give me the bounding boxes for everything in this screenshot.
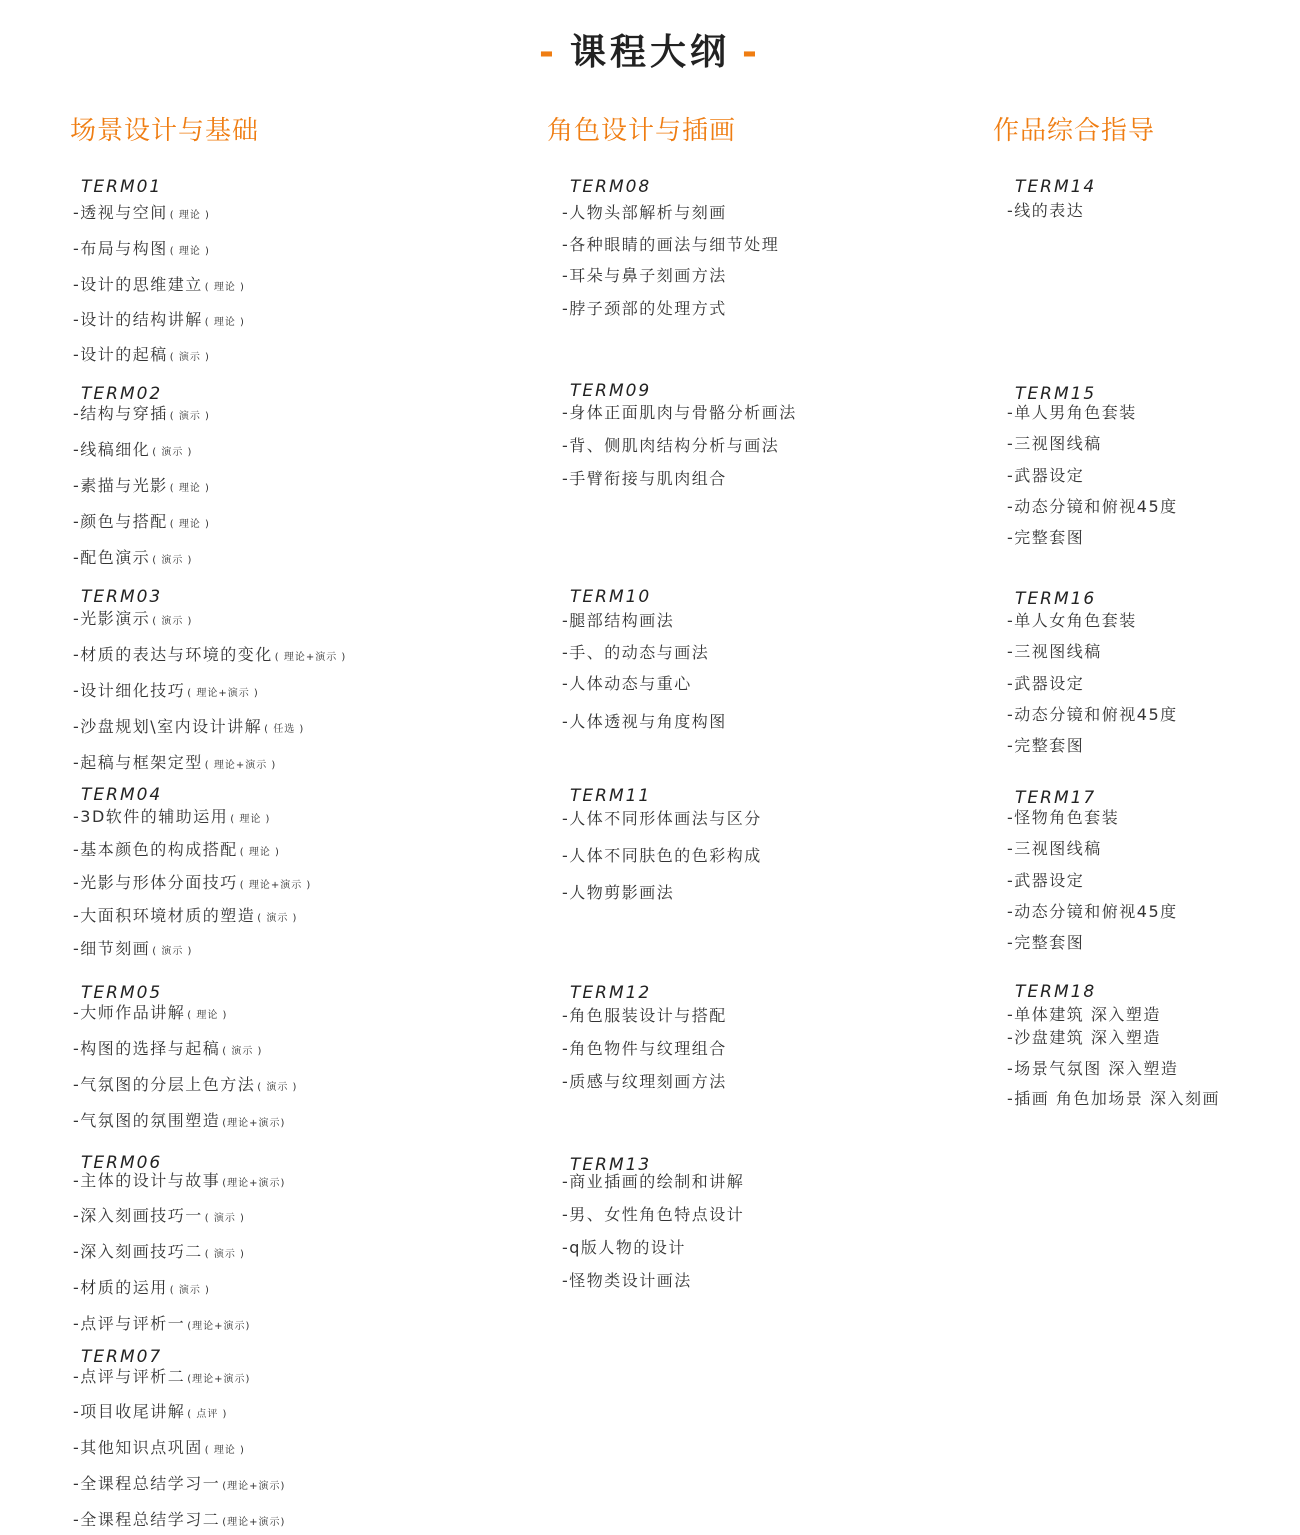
lesson-text: -设计细化技巧 <box>73 681 186 700</box>
lesson-item <box>1007 200 1096 222</box>
lesson-item <box>562 1237 744 1259</box>
lesson-text: -点评与评析二 <box>73 1367 186 1386</box>
lesson-text: -单人女角色套装 <box>1007 611 1137 630</box>
lesson-item <box>562 234 779 256</box>
lesson-text: -基本颜色的构成搭配 <box>73 840 238 859</box>
lesson-item <box>73 403 210 428</box>
lesson-text: -完整套图 <box>1007 528 1085 547</box>
lesson-text: -人体不同形体画法与区分 <box>562 809 762 828</box>
lesson-text: -颜色与搭配 <box>73 512 168 531</box>
term-block <box>73 784 311 963</box>
lesson-item <box>1007 527 1178 549</box>
lesson-item <box>73 511 210 536</box>
lesson-text: -三视图线稿 <box>1007 839 1102 858</box>
lesson-text: -完整套图 <box>1007 933 1085 952</box>
lesson-text: -透视与空间 <box>73 203 168 222</box>
lesson-item <box>73 274 245 299</box>
lesson-item <box>73 680 346 705</box>
lesson-type-tag: ( 理论 ) <box>204 317 245 328</box>
lesson-text: -武器设定 <box>1007 466 1085 485</box>
lesson-item <box>1007 838 1178 860</box>
lesson-text: -人物剪影画法 <box>562 883 675 902</box>
column-title: 场景设计与基础 <box>70 116 260 146</box>
lesson-type-tag: (理论+演示) <box>222 1178 286 1189</box>
lesson-type-tag: ( 演示 ) <box>257 913 298 924</box>
lesson-text: -场景气氛图 深入塑造 <box>1007 1059 1179 1078</box>
lesson-type-tag: ( 理论 ) <box>169 210 210 221</box>
lesson-text: -耳朵与鼻子刻画方法 <box>562 266 727 285</box>
lesson-text: -动态分镜和俯视45度 <box>1007 705 1178 724</box>
lesson-item <box>73 872 311 897</box>
lesson-text: -武器设定 <box>1007 674 1085 693</box>
lesson-text: -线稿细化 <box>73 440 151 459</box>
lesson-type-tag: ( 演示 ) <box>152 616 193 627</box>
term-block <box>562 785 762 904</box>
page-title: 课程大纲 <box>569 32 730 73</box>
lesson-type-tag: ( 理论+演示 ) <box>187 688 259 699</box>
lesson-text: -动态分镜和俯视45度 <box>1007 902 1178 921</box>
column-title: 作品综合指导 <box>993 116 1156 146</box>
lesson-item <box>562 1005 727 1027</box>
lesson-item <box>562 435 797 457</box>
lesson-text: -腿部结构画法 <box>562 611 675 630</box>
term-block <box>1007 176 1096 222</box>
lesson-item <box>73 752 346 777</box>
term-code: TERM07 <box>81 1347 163 1367</box>
lesson-item <box>562 298 779 320</box>
lesson-item <box>562 673 727 695</box>
lesson-item <box>1007 932 1178 954</box>
lesson-text: -点评与评析一 <box>73 1314 186 1333</box>
term-code: TERM15 <box>1015 384 1097 404</box>
lesson-type-tag: ( 理论+演示 ) <box>274 652 347 663</box>
lesson-text: -插画 角色加场景 深入刻画 <box>1007 1089 1220 1108</box>
lesson-item <box>562 202 779 224</box>
lesson-text: -沙盘规划\室内设计讲解 <box>73 717 263 736</box>
lesson-item <box>1007 704 1178 726</box>
lesson-type-tag: ( 演示 ) <box>257 1082 298 1093</box>
lesson-text: -光影与形体分面技巧 <box>73 873 238 892</box>
lesson-type-tag: ( 演示 ) <box>204 1249 245 1260</box>
lesson-item <box>73 1205 285 1230</box>
lesson-item <box>1007 1058 1220 1080</box>
lesson-item <box>1007 496 1178 518</box>
lesson-text: -设计的起稿 <box>73 345 168 364</box>
lesson-text: -完整套图 <box>1007 736 1085 755</box>
lesson-item <box>1007 1027 1220 1049</box>
page-header <box>0 24 1300 75</box>
lesson-type-tag: ( 理论 ) <box>169 483 210 494</box>
term-block <box>1007 981 1220 1110</box>
lesson-type-tag: (理论+演示) <box>222 1517 286 1528</box>
term-block <box>562 982 727 1093</box>
term-block <box>562 380 797 490</box>
lesson-item <box>73 1509 285 1534</box>
lesson-text: -单体建筑 深入塑造 <box>1007 1005 1161 1024</box>
lesson-item <box>73 547 210 572</box>
term-block <box>562 176 779 320</box>
lesson-text: -男、女性角色特点设计 <box>562 1205 745 1224</box>
lesson-item <box>73 644 346 669</box>
term-code: TERM02 <box>81 384 163 404</box>
term-block <box>73 383 210 572</box>
lesson-item <box>73 1241 285 1266</box>
lesson-type-tag: ( 任选 ) <box>264 724 305 735</box>
lesson-item <box>1007 1088 1220 1110</box>
lesson-text: -大师作品讲解 <box>73 1003 186 1022</box>
lesson-item <box>562 808 762 830</box>
term-code: TERM13 <box>570 1155 652 1175</box>
lesson-item <box>73 608 346 633</box>
lesson-text: -角色物件与纹理组合 <box>562 1039 727 1058</box>
term-code: TERM09 <box>570 381 652 401</box>
term-block <box>1007 383 1178 549</box>
lesson-item <box>562 265 779 287</box>
term-code: TERM18 <box>1015 982 1097 1002</box>
lesson-text: -单人男角色套装 <box>1007 403 1137 422</box>
term-code: TERM12 <box>570 983 652 1003</box>
lesson-item <box>73 1277 285 1302</box>
lesson-text: -三视图线稿 <box>1007 642 1102 661</box>
lesson-text: -背、侧肌肉结构分析与画法 <box>562 436 780 455</box>
lesson-item <box>1007 433 1178 455</box>
term-block <box>73 176 245 369</box>
lesson-item <box>562 1270 744 1292</box>
lesson-item <box>562 468 797 490</box>
lesson-text: -手、的动态与画法 <box>562 643 710 662</box>
lesson-text: -项目收尾讲解 <box>73 1402 186 1421</box>
lesson-type-tag: ( 理论 ) <box>230 814 271 825</box>
term-code: TERM06 <box>81 1153 163 1173</box>
lesson-type-tag: (理论+演示) <box>222 1481 286 1492</box>
lesson-item <box>73 839 311 864</box>
lesson-text: -武器设定 <box>1007 871 1085 890</box>
lesson-item <box>1007 465 1178 487</box>
term-block <box>1007 588 1178 757</box>
lesson-type-tag: ( 理论 ) <box>204 1445 245 1456</box>
lesson-text: -结构与穿插 <box>73 404 168 423</box>
lesson-item <box>73 1401 285 1426</box>
lesson-type-tag: (理论+演示) <box>187 1374 251 1385</box>
lesson-type-tag: ( 理论+演示 ) <box>204 760 277 771</box>
lesson-type-tag: ( 演示 ) <box>169 1285 210 1296</box>
lesson-text: -构图的选择与起稿 <box>73 1039 221 1058</box>
lesson-item <box>562 402 797 424</box>
term-block <box>562 586 727 733</box>
lesson-type-tag: ( 演示 ) <box>169 352 210 363</box>
lesson-item <box>73 1170 285 1195</box>
lesson-type-tag: ( 点评 ) <box>187 1409 228 1420</box>
lesson-item <box>73 475 210 500</box>
lesson-item <box>73 1074 297 1099</box>
lesson-item <box>1007 807 1178 829</box>
lesson-item <box>73 1437 285 1462</box>
lesson-text: -脖子颈部的处理方式 <box>562 299 727 318</box>
lesson-type-tag: ( 理论 ) <box>239 847 280 858</box>
lesson-text: -怪物类设计画法 <box>562 1271 692 1290</box>
lesson-type-tag: ( 演示 ) <box>152 946 193 957</box>
lesson-text: -深入刻画技巧二 <box>73 1242 203 1261</box>
lesson-item <box>73 344 245 369</box>
column-title: 角色设计与插画 <box>547 116 737 146</box>
lesson-text: -细节刻画 <box>73 939 151 958</box>
lesson-text: -气氛图的分层上色方法 <box>73 1075 256 1094</box>
term-code: TERM14 <box>1015 177 1097 197</box>
lesson-text: -设计的结构讲解 <box>73 310 203 329</box>
lesson-text: -质感与纹理刻画方法 <box>562 1072 727 1091</box>
lesson-text: -其他知识点巩固 <box>73 1438 203 1457</box>
lesson-item <box>562 1171 744 1193</box>
lesson-item <box>73 439 210 464</box>
lesson-type-tag: ( 演示 ) <box>222 1046 263 1057</box>
lesson-type-tag: ( 演示 ) <box>152 447 193 458</box>
lesson-item <box>73 309 245 334</box>
term-code: TERM01 <box>81 177 163 197</box>
lesson-type-tag: ( 演示 ) <box>152 555 193 566</box>
term-code: TERM04 <box>81 785 163 805</box>
term-block <box>73 586 346 777</box>
lesson-item <box>73 202 245 227</box>
lesson-type-tag: ( 理论 ) <box>204 282 245 293</box>
lesson-text: -人体动态与重心 <box>562 674 692 693</box>
lesson-text: -人物头部解析与刻画 <box>562 203 727 222</box>
lesson-item <box>73 1313 285 1338</box>
lesson-text: -设计的思维建立 <box>73 275 203 294</box>
term-block <box>562 1154 744 1292</box>
lesson-item <box>73 1366 285 1391</box>
lesson-text: -布局与构图 <box>73 239 168 258</box>
lesson-type-tag: (理论+演示) <box>187 1321 251 1332</box>
term-code: TERM10 <box>570 587 652 607</box>
term-block <box>73 1152 285 1338</box>
lesson-text: -怪物角色套装 <box>1007 808 1120 827</box>
term-block <box>73 1346 285 1534</box>
lesson-item <box>73 938 311 963</box>
lesson-item <box>1007 735 1178 757</box>
lesson-text: -身体正面肌肉与骨骼分析画法 <box>562 403 797 422</box>
lesson-text: -全课程总结学习二 <box>73 1510 221 1529</box>
lesson-text: -商业插画的绘制和讲解 <box>562 1172 745 1191</box>
lesson-item <box>1007 641 1178 663</box>
lesson-text: -大面积环境材质的塑造 <box>73 906 256 925</box>
lesson-item <box>1007 610 1178 632</box>
lesson-item <box>1007 1004 1220 1026</box>
title-dash-left: - <box>539 32 558 73</box>
term-block <box>73 982 297 1135</box>
lesson-text: -人体不同肤色的色彩构成 <box>562 846 762 865</box>
lesson-item <box>73 806 311 831</box>
lesson-item <box>1007 402 1178 424</box>
lesson-text: -主体的设计与故事 <box>73 1171 221 1190</box>
lesson-text: -三视图线稿 <box>1007 434 1102 453</box>
title-dash-right: - <box>742 32 761 73</box>
lesson-type-tag: ( 演示 ) <box>169 411 210 422</box>
lesson-item <box>73 905 311 930</box>
lesson-item <box>562 642 727 664</box>
lesson-text: -起稿与框架定型 <box>73 753 203 772</box>
lesson-text: -材质的表达与环境的变化 <box>73 645 273 664</box>
term-code: TERM17 <box>1015 788 1097 808</box>
lesson-type-tag: ( 理论 ) <box>187 1010 228 1021</box>
lesson-text: -全课程总结学习一 <box>73 1474 221 1493</box>
lesson-text: -人体透视与角度构图 <box>562 712 727 731</box>
lesson-item <box>1007 673 1178 695</box>
lesson-type-tag: ( 理论 ) <box>169 246 210 257</box>
lesson-text: -3D软件的辅助运用 <box>73 807 229 826</box>
lesson-type-tag: ( 演示 ) <box>204 1213 245 1224</box>
lesson-text: -动态分镜和俯视45度 <box>1007 497 1178 516</box>
lesson-text: -素描与光影 <box>73 476 168 495</box>
lesson-item <box>73 716 346 741</box>
lesson-item <box>73 1002 297 1027</box>
lesson-item <box>562 1038 727 1060</box>
term-code: TERM08 <box>570 177 652 197</box>
term-code: TERM03 <box>81 587 163 607</box>
term-code: TERM05 <box>81 983 163 1003</box>
lesson-item <box>562 882 762 904</box>
lesson-text: -q版人物的设计 <box>562 1238 686 1257</box>
lesson-item <box>562 610 727 632</box>
lesson-item <box>562 1204 744 1226</box>
lesson-item <box>73 1473 285 1498</box>
lesson-text: -深入刻画技巧一 <box>73 1206 203 1225</box>
lesson-text: -各种眼睛的画法与细节处理 <box>562 235 780 254</box>
lesson-text: -配色演示 <box>73 548 151 567</box>
lesson-type-tag: ( 理论 ) <box>169 519 210 530</box>
lesson-item <box>1007 870 1178 892</box>
lesson-item <box>562 711 727 733</box>
lesson-item <box>73 1110 297 1135</box>
lesson-item <box>562 1071 727 1093</box>
term-code: TERM16 <box>1015 589 1097 609</box>
lesson-item <box>73 238 245 263</box>
lesson-text: -角色服装设计与搭配 <box>562 1006 727 1025</box>
lesson-item <box>562 845 762 867</box>
term-code: TERM11 <box>570 786 652 806</box>
lesson-text: -材质的运用 <box>73 1278 168 1297</box>
lesson-item <box>73 1038 297 1063</box>
lesson-text: -光影演示 <box>73 609 151 628</box>
lesson-text: -沙盘建筑 深入塑造 <box>1007 1028 1161 1047</box>
lesson-item <box>1007 901 1178 923</box>
lesson-type-tag: (理论+演示) <box>222 1118 286 1129</box>
lesson-text: -气氛图的氛围塑造 <box>73 1111 221 1130</box>
lesson-type-tag: ( 理论+演示 ) <box>239 880 312 891</box>
lesson-text: -线的表达 <box>1007 201 1085 220</box>
lesson-text: -手臂衔接与肌肉组合 <box>562 469 727 488</box>
term-block <box>1007 787 1178 954</box>
